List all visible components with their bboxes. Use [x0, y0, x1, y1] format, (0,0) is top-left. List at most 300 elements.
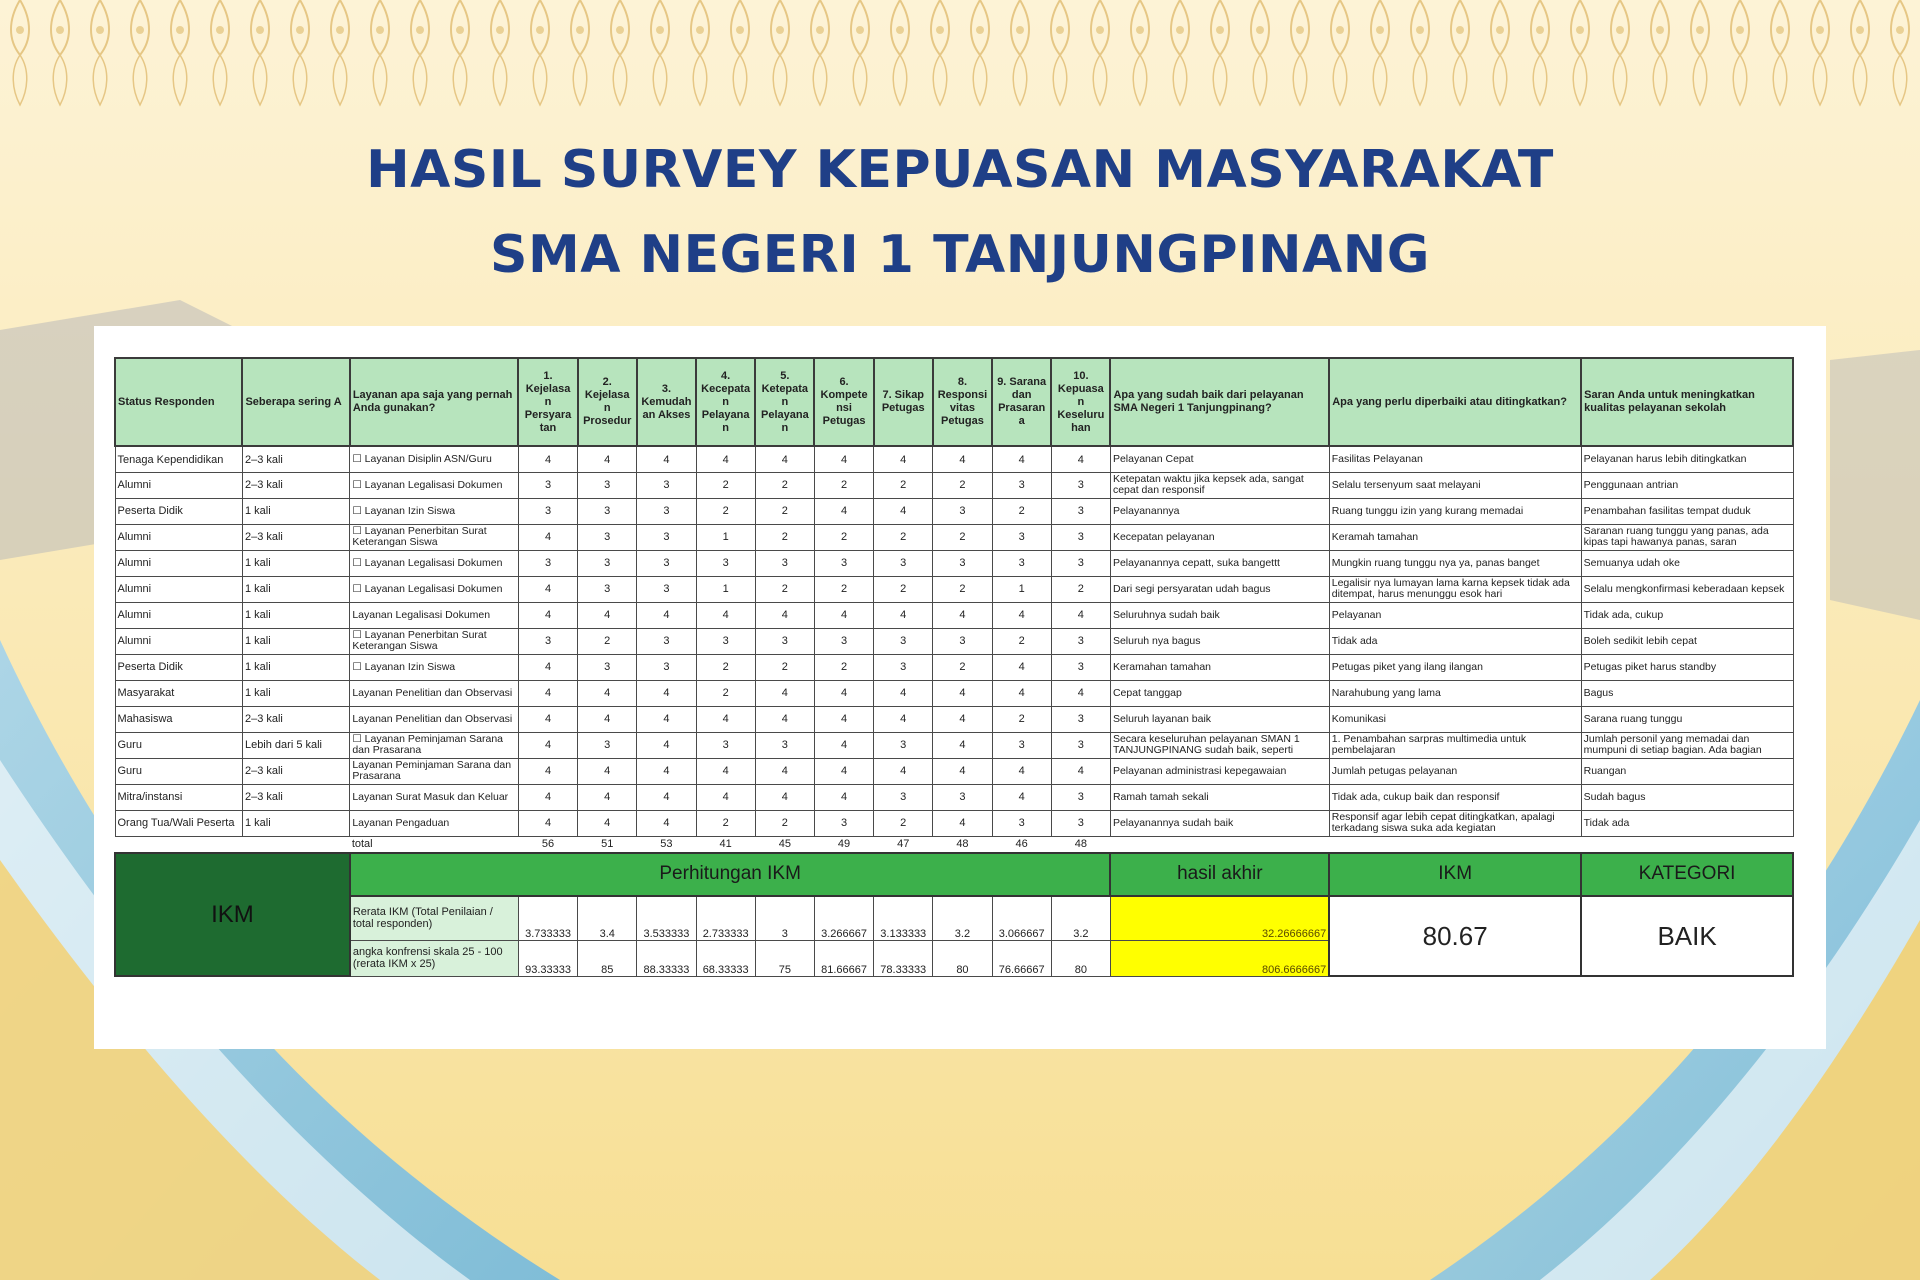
table-cell: ☐ Layanan Penerbitan Surat Keterangan Siswa [350, 524, 519, 550]
table-cell: Layanan Surat Masuk dan Keluar [350, 784, 519, 810]
table-cell: 3 [518, 628, 577, 654]
table-cell: 2–3 kali [242, 524, 349, 550]
table-cell: 3 [1051, 810, 1110, 836]
table-cell: Peserta Didik [115, 654, 242, 680]
table-cell: 4 [578, 680, 637, 706]
table-cell: Seluruh nya bagus [1110, 628, 1329, 654]
konversi-value: 80 [1051, 940, 1110, 976]
table-cell: 2 [992, 706, 1051, 732]
table-cell: Lebih dari 5 kali [242, 732, 349, 758]
table-cell: 4 [992, 602, 1051, 628]
rerata-value: 3 [755, 896, 814, 940]
table-cell: 4 [637, 810, 696, 836]
page-subtitle: SMA NEGERI 1 TANJUNGPINANG [490, 225, 1430, 285]
table-cell: 3 [1051, 498, 1110, 524]
table-cell: 4 [755, 706, 814, 732]
table-cell: 4 [518, 784, 577, 810]
table-cell: 4 [637, 602, 696, 628]
table-cell: 3 [1051, 473, 1110, 499]
table-cell: 3 [755, 550, 814, 576]
column-header: Seberapa sering A [242, 358, 349, 446]
table-cell: 1 kali [242, 576, 349, 602]
table-cell: Alumni [115, 576, 242, 602]
table-cell: 3 [814, 810, 873, 836]
table-cell: Boleh sedikit lebih cepat [1581, 628, 1793, 654]
column-header: 5. Ketepata n Pelayana n [755, 358, 814, 446]
table-cell: 4 [578, 706, 637, 732]
total-label: total [351, 838, 373, 851]
table-cell: Layanan Penelitian dan Observasi [350, 680, 519, 706]
table-cell: 4 [518, 446, 577, 473]
table-cell: 2 [578, 628, 637, 654]
table-cell: Pelayanan administrasi kepegawaian [1110, 758, 1329, 784]
table-cell: 4 [814, 680, 873, 706]
table-cell: Jumlah personil yang memadai dan mumpuni di setiap bagian. Ada bagian [1581, 732, 1793, 758]
konversi-label: angka konfrensi skala 25 - 100 (rerata IKM x 25) [350, 940, 519, 976]
table-cell: 4 [814, 784, 873, 810]
ikm-header-row [115, 853, 1793, 896]
table-cell: Seluruhnya sudah baik [1110, 602, 1329, 628]
table-cell: 4 [874, 602, 933, 628]
column-header: 8. Responsi vitas Petugas [933, 358, 992, 446]
table-cell: 1 kali [242, 810, 349, 836]
table-cell: 2 [874, 473, 933, 499]
table-cell: 4 [874, 446, 933, 473]
table-cell: 1 kali [242, 550, 349, 576]
table-cell: 3 [992, 524, 1051, 550]
column-header: 2. Kejelasa n Prosedur [578, 358, 637, 446]
table-cell: 2 [874, 576, 933, 602]
table-cell: Alumni [115, 524, 242, 550]
konversi-value: 68.33333 [696, 940, 755, 976]
table-cell: 3 [874, 732, 933, 758]
table-cell: 1 kali [242, 654, 349, 680]
table-row [115, 680, 1793, 706]
table-cell: 4 [637, 758, 696, 784]
rerata-hasil: 32.26666667 [1110, 896, 1329, 940]
rerata-value: 3.733333 [518, 896, 577, 940]
table-cell: 4 [992, 758, 1051, 784]
table-cell: Tenaga Kependidikan [115, 446, 242, 473]
table-cell: 2–3 kali [242, 446, 349, 473]
table-row [115, 498, 1793, 524]
table-cell: Kecepatan pelayanan [1110, 524, 1329, 550]
table-cell: Keramahan tamahan [1110, 654, 1329, 680]
table-cell: 2 [755, 473, 814, 499]
table-cell: 3 [578, 498, 637, 524]
table-cell: Fasilitas Pelayanan [1329, 446, 1581, 473]
table-cell: 2 [696, 654, 755, 680]
table-cell: 4 [933, 758, 992, 784]
rerata-value: 3.533333 [637, 896, 696, 940]
table-cell: 4 [637, 446, 696, 473]
table-row [115, 524, 1793, 550]
table-cell: Pelayanannya sudah baik [1110, 810, 1329, 836]
table-cell: 3 [755, 732, 814, 758]
table-cell: Peserta Didik [115, 498, 242, 524]
column-header: 10. Kepuasa n Keseluru han [1051, 358, 1110, 446]
table-cell: 4 [518, 706, 577, 732]
table-cell: 4 [814, 498, 873, 524]
table-cell: 4 [696, 758, 755, 784]
table-cell: ☐ Layanan Legalisasi Dokumen [350, 550, 519, 576]
table-cell: 2–3 kali [242, 706, 349, 732]
table-cell: 4 [637, 680, 696, 706]
table-cell: 2 [755, 524, 814, 550]
table-cell: 4 [933, 680, 992, 706]
table-cell: 4 [874, 706, 933, 732]
table-cell: Layanan Peminjaman Sarana dan Prasarana [350, 758, 519, 784]
table-cell: 3 [637, 524, 696, 550]
kategori-header: KATEGORI [1581, 853, 1793, 896]
table-cell: 3 [874, 784, 933, 810]
konversi-value: 93.33333 [518, 940, 577, 976]
table-cell: 3 [1051, 550, 1110, 576]
table-cell: 3 [874, 654, 933, 680]
table-cell: 2 [696, 810, 755, 836]
page-title: HASIL SURVEY KEPUASAN MASYARAKAT [366, 140, 1554, 200]
rerata-label: Rerata IKM (Total Penilaian / total responden) [350, 896, 519, 940]
table-cell: 3 [992, 473, 1051, 499]
konversi-value: 75 [755, 940, 814, 976]
column-header: Apa yang perlu diperbaiki atau ditingkatkan? [1329, 358, 1581, 446]
table-cell: 4 [814, 602, 873, 628]
table-cell: 2 [933, 576, 992, 602]
table-cell: 3 [637, 628, 696, 654]
table-cell: 4 [518, 732, 577, 758]
column-header: Status Responden [115, 358, 242, 446]
table-cell: 3 [933, 498, 992, 524]
table-cell: 3 [696, 732, 755, 758]
column-header: 4. Kecepata n Pelayana n [696, 358, 755, 446]
table-cell: 2 [696, 498, 755, 524]
table-cell: 4 [518, 524, 577, 550]
table-cell: 3 [814, 550, 873, 576]
table-header-row [115, 358, 1793, 446]
table-cell: 4 [933, 810, 992, 836]
table-cell: Penggunaan antrian [1581, 473, 1793, 499]
table-cell: 4 [518, 680, 577, 706]
table-cell: Selalu tersenyum saat melayani [1329, 473, 1581, 499]
column-header: 9. Sarana dan Prasaran a [992, 358, 1051, 446]
table-cell: 2 [1051, 576, 1110, 602]
table-cell: Alumni [115, 628, 242, 654]
table-cell: 3 [518, 498, 577, 524]
konversi-value: 78.33333 [874, 940, 933, 976]
rerata-value: 3.266667 [814, 896, 873, 940]
konversi-hasil: 806.6666667 [1110, 940, 1329, 976]
table-cell: Ramah tamah sekali [1110, 784, 1329, 810]
table-cell: 3 [933, 628, 992, 654]
table-row [115, 446, 1793, 473]
table-cell: Semuanya udah oke [1581, 550, 1793, 576]
rerata-value: 3.2 [1051, 896, 1110, 940]
table-cell: 4 [578, 602, 637, 628]
total-cell: 49 [837, 838, 851, 851]
table-cell: 3 [696, 628, 755, 654]
table-cell: 4 [814, 732, 873, 758]
table-cell: 3 [578, 473, 637, 499]
table-cell: 3 [874, 550, 933, 576]
table-cell: Layanan Penelitian dan Observasi [350, 706, 519, 732]
table-cell: Pelayanannya [1110, 498, 1329, 524]
table-cell: Mitra/instansi [115, 784, 242, 810]
column-header: Saran Anda untuk meningkatkan kualitas pelayanan sekolah [1581, 358, 1793, 446]
table-cell: 4 [933, 602, 992, 628]
konversi-value: 76.66667 [992, 940, 1051, 976]
table-row [115, 576, 1793, 602]
kategori-value: BAIK [1581, 896, 1793, 976]
table-cell: 1 kali [242, 602, 349, 628]
table-cell: 3 [933, 550, 992, 576]
table-cell: 4 [696, 784, 755, 810]
table-row [115, 654, 1793, 680]
table-cell: 3 [637, 654, 696, 680]
table-cell: 4 [1051, 680, 1110, 706]
konversi-value: 80 [933, 940, 992, 976]
table-row [115, 758, 1793, 784]
table-cell: Mungkin ruang tunggu nya ya, panas banget [1329, 550, 1581, 576]
table-cell: 4 [518, 576, 577, 602]
table-cell: Layanan Pengaduan [350, 810, 519, 836]
total-row [115, 836, 1793, 853]
table-cell: 4 [992, 654, 1051, 680]
table-cell: 3 [1051, 654, 1110, 680]
table-cell: 4 [814, 706, 873, 732]
rerata-value: 3.4 [578, 896, 637, 940]
table-cell: Pelayanan [1329, 602, 1581, 628]
table-cell: 4 [1051, 758, 1110, 784]
table-cell: 1 kali [242, 680, 349, 706]
total-cell: 41 [719, 838, 732, 851]
table-cell: Orang Tua/Wali Peserta [115, 810, 242, 836]
table-cell: 3 [578, 550, 637, 576]
table-cell: ☐ Layanan Izin Siswa [350, 654, 519, 680]
column-header: Layanan apa saja yang pernah Anda gunakan? [350, 358, 519, 446]
table-row [115, 706, 1793, 732]
konversi-value: 81.66667 [814, 940, 873, 976]
table-cell: Alumni [115, 473, 242, 499]
total-cell: 48 [956, 838, 969, 851]
table-row [115, 732, 1793, 758]
table-cell: Seluruh layanan baik [1110, 706, 1329, 732]
table-cell: 1. Penambahan sarpras multimedia untuk pembelajaran [1329, 732, 1581, 758]
ornament-border [0, 0, 1920, 110]
table-cell: 3 [637, 576, 696, 602]
table-cell: 4 [696, 706, 755, 732]
table-cell: 4 [1051, 446, 1110, 473]
table-cell: 3 [1051, 628, 1110, 654]
table-cell: Ruangan [1581, 758, 1793, 784]
table-cell: ☐ Layanan Disiplin ASN/Guru [350, 446, 519, 473]
table-cell: ☐ Layanan Legalisasi Dokumen [350, 576, 519, 602]
table-cell: 2 [933, 473, 992, 499]
table-cell: 3 [1051, 524, 1110, 550]
table-cell: Pelayanan Cepat [1110, 446, 1329, 473]
table-cell: Layanan Legalisasi Dokumen [350, 602, 519, 628]
table-row [115, 550, 1793, 576]
table-cell: Komunikasi [1329, 706, 1581, 732]
table-cell: ☐ Layanan Penerbitan Surat Keterangan Siswa [350, 628, 519, 654]
table-cell: Tidak ada [1581, 810, 1793, 836]
table-cell: ☐ Layanan Legalisasi Dokumen [350, 473, 519, 499]
table-cell: 4 [696, 602, 755, 628]
table-cell: 4 [518, 602, 577, 628]
table-cell: 3 [578, 576, 637, 602]
table-cell: Tidak ada, cukup baik dan responsif [1329, 784, 1581, 810]
table-row [115, 628, 1793, 654]
table-cell: 3 [578, 654, 637, 680]
table-cell: 2 [992, 628, 1051, 654]
table-cell: Responsif agar lebih cepat ditingkatkan, apalagi terkadang siswa suka ada kegiatan [1329, 810, 1581, 836]
table-cell: Petugas piket harus standby [1581, 654, 1793, 680]
total-cell: 48 [1074, 838, 1087, 851]
table-cell: 3 [637, 498, 696, 524]
table-cell: Guru [115, 758, 242, 784]
table-cell: 2 [814, 524, 873, 550]
table-cell: Petugas piket yang ilang ilangan [1329, 654, 1581, 680]
table-cell: Alumni [115, 602, 242, 628]
table-cell: Ketepatan waktu jika kepsek ada, sangat cepat dan responsif [1110, 473, 1329, 499]
table-cell: 4 [814, 758, 873, 784]
table-cell: 4 [637, 732, 696, 758]
table-cell: 3 [696, 550, 755, 576]
table-cell: 1 kali [242, 628, 349, 654]
table-cell: 3 [1051, 784, 1110, 810]
table-row [115, 784, 1793, 810]
table-cell: 2 [755, 654, 814, 680]
table-cell: 3 [1051, 706, 1110, 732]
table-cell: 2 [755, 576, 814, 602]
table-cell: 2–3 kali [242, 473, 349, 499]
table-cell: 3 [755, 628, 814, 654]
table-cell: 2 [814, 576, 873, 602]
table-cell: 3 [578, 524, 637, 550]
table-cell: 4 [637, 706, 696, 732]
table-cell: ☐ Layanan Peminjaman Sarana dan Prasarana [350, 732, 519, 758]
table-cell: 4 [933, 732, 992, 758]
total-cell: 53 [660, 838, 673, 851]
table-cell: Mahasiswa [115, 706, 242, 732]
ikm-label: IKM [115, 853, 350, 976]
table-cell: 2–3 kali [242, 758, 349, 784]
table-cell: Ruang tunggu izin yang kurang memadai [1329, 498, 1581, 524]
table-cell: Pelayanan harus lebih ditingkatkan [1581, 446, 1793, 473]
table-cell: 2 [992, 498, 1051, 524]
table-cell: 2 [933, 524, 992, 550]
total-cell: 45 [778, 838, 791, 851]
table-cell: 3 [518, 550, 577, 576]
table-cell: 4 [874, 758, 933, 784]
table-cell: 4 [874, 498, 933, 524]
table-cell: 4 [814, 446, 873, 473]
table-cell: Alumni [115, 550, 242, 576]
table-cell: 3 [637, 550, 696, 576]
column-header: 7. Sikap Petugas [874, 358, 933, 446]
total-cell: 56 [541, 838, 555, 851]
table-cell: 4 [518, 758, 577, 784]
rerata-row [115, 896, 1793, 940]
table-row [115, 602, 1793, 628]
table-cell: 2 [874, 810, 933, 836]
table-cell: 4 [933, 446, 992, 473]
table-body [115, 446, 1793, 976]
total-cell: 51 [601, 838, 614, 851]
survey-table [114, 357, 1794, 977]
table-cell: Tidak ada [1329, 628, 1581, 654]
table-cell: 1 [992, 576, 1051, 602]
table-cell: 4 [518, 654, 577, 680]
table-cell: 3 [874, 628, 933, 654]
table-cell: 2–3 kali [242, 784, 349, 810]
table-cell: Pelayanannya cepatt, suka bangettt [1110, 550, 1329, 576]
table-cell: 3 [933, 784, 992, 810]
total-cell: 46 [1015, 838, 1028, 851]
table-cell: 4 [637, 784, 696, 810]
table-cell: Dari segi persyaratan udah bagus [1110, 576, 1329, 602]
hasil-akhir-header: hasil akhir [1110, 853, 1329, 896]
perhitungan-ikm-header: Perhitungan IKM [350, 853, 1111, 896]
table-cell: 4 [578, 758, 637, 784]
table-cell: 2 [874, 524, 933, 550]
table-cell: 3 [1051, 732, 1110, 758]
table-cell: 2 [933, 654, 992, 680]
konversi-value: 88.33333 [637, 940, 696, 976]
table-cell: 1 [696, 524, 755, 550]
table-cell: 4 [518, 810, 577, 836]
ikm-value: 80.67 [1329, 896, 1581, 976]
table-cell: 2 [814, 654, 873, 680]
table-cell: 4 [933, 706, 992, 732]
column-header: 6. Kompete nsi Petugas [814, 358, 873, 446]
table-cell: Sarana ruang tunggu [1581, 706, 1793, 732]
table-cell: 2 [696, 680, 755, 706]
table-cell: Legalisir nya lumayan lama karna kepsek tidak ada ditempat, harus menunggu esok hari [1329, 576, 1581, 602]
table-cell: 3 [992, 810, 1051, 836]
table-cell: 2 [814, 473, 873, 499]
table-cell: ☐ Layanan Izin Siswa [350, 498, 519, 524]
column-header: 1. Kejelasa n Persyara tan [518, 358, 577, 446]
table-cell: 4 [755, 602, 814, 628]
column-header: 3. Kemudah an Akses [637, 358, 696, 446]
table-cell: 3 [814, 628, 873, 654]
table-cell: 4 [1051, 602, 1110, 628]
table-cell: 4 [992, 446, 1051, 473]
ikm-column-header: IKM [1329, 853, 1581, 896]
rerata-value: 3.2 [933, 896, 992, 940]
table-cell: Narahubung yang lama [1329, 680, 1581, 706]
table-cell: 4 [992, 680, 1051, 706]
table-cell: 3 [637, 473, 696, 499]
table-cell: Selalu mengkonfirmasi keberadaan kepsek [1581, 576, 1793, 602]
table-cell: 4 [992, 784, 1051, 810]
table-row [115, 473, 1793, 499]
table-cell: Keramah tamahan [1329, 524, 1581, 550]
table-cell: Cepat tanggap [1110, 680, 1329, 706]
table-cell: 4 [696, 446, 755, 473]
table-cell: Masyarakat [115, 680, 242, 706]
table-cell: 4 [874, 680, 933, 706]
table-cell: 3 [992, 732, 1051, 758]
table-cell: 2 [755, 498, 814, 524]
column-header: Apa yang sudah baik dari pelayanan SMA Negeri 1 Tanjungpinang? [1110, 358, 1329, 446]
table-cell: 4 [755, 680, 814, 706]
table-cell: 3 [992, 550, 1051, 576]
table-cell: 4 [755, 446, 814, 473]
total-cell: 47 [897, 838, 910, 851]
rerata-value: 2.733333 [696, 896, 755, 940]
table-cell: 4 [578, 446, 637, 473]
